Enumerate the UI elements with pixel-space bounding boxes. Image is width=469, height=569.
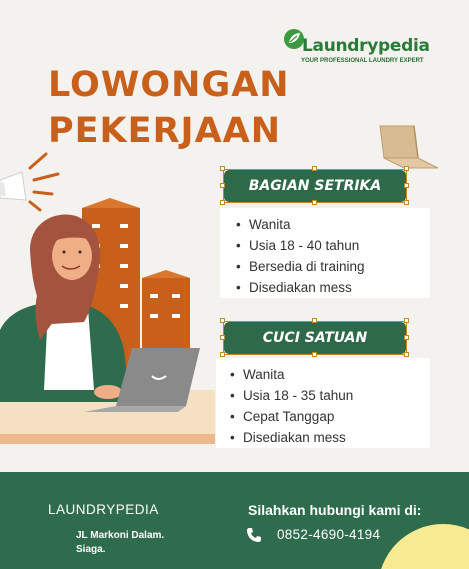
worker-illustration bbox=[0, 190, 230, 450]
resize-handle[interactable] bbox=[404, 183, 409, 188]
requirements-list-cuci-satuan bbox=[216, 358, 430, 448]
footer-brand: LAUNDRYPEDIA bbox=[48, 502, 159, 517]
list-item: • Usia 18 - 40 tahun bbox=[236, 238, 360, 253]
list-item: • Cepat Tanggap bbox=[230, 409, 335, 424]
address-line-2: Siaga. bbox=[76, 544, 106, 555]
address-line-1: JL Markoni Dalam. bbox=[76, 530, 165, 541]
resize-handle[interactable] bbox=[220, 166, 225, 171]
requirements-list-setrika bbox=[220, 208, 430, 298]
list-item: • Disediakan mess bbox=[230, 430, 346, 445]
resize-handle[interactable] bbox=[404, 352, 409, 357]
phone-number[interactable]: 0852-4690-4194 bbox=[277, 527, 381, 542]
resize-handle[interactable] bbox=[220, 183, 225, 188]
list-item: • Usia 18 - 35 tahun bbox=[230, 388, 354, 403]
resize-handle[interactable] bbox=[404, 200, 409, 205]
logo-tagline: YOUR PROFESSIONAL LAUNDRY EXPERT bbox=[301, 58, 424, 64]
title-line-1: LOWONGAN bbox=[48, 65, 290, 105]
resize-handle[interactable] bbox=[312, 318, 317, 323]
list-item: • Wanita bbox=[230, 367, 285, 382]
footer bbox=[0, 472, 469, 569]
decorative-circle bbox=[378, 524, 469, 569]
phone-icon bbox=[246, 527, 262, 543]
resize-handle[interactable] bbox=[312, 166, 317, 171]
resize-handle[interactable] bbox=[312, 352, 317, 357]
list-item: • Wanita bbox=[236, 217, 291, 232]
resize-handle[interactable] bbox=[404, 335, 409, 340]
section-header-bagian-setrika: BAGIAN SETRIKA bbox=[225, 171, 405, 201]
list-item: • Disediakan mess bbox=[236, 280, 352, 295]
title-line-2: PEKERJAAN bbox=[48, 111, 282, 151]
contact-label: Silahkan hubungi kami di: bbox=[248, 502, 422, 518]
logo-name: Laundrypedia bbox=[302, 36, 430, 56]
brand-logo bbox=[283, 28, 433, 68]
resize-handle[interactable] bbox=[404, 166, 409, 171]
resize-handle[interactable] bbox=[404, 318, 409, 323]
page-title bbox=[48, 62, 290, 154]
list-item: • Bersedia di training bbox=[236, 259, 365, 274]
resize-handle[interactable] bbox=[312, 200, 317, 205]
section-header-cuci-satuan: CUCI SATUAN bbox=[225, 323, 405, 353]
